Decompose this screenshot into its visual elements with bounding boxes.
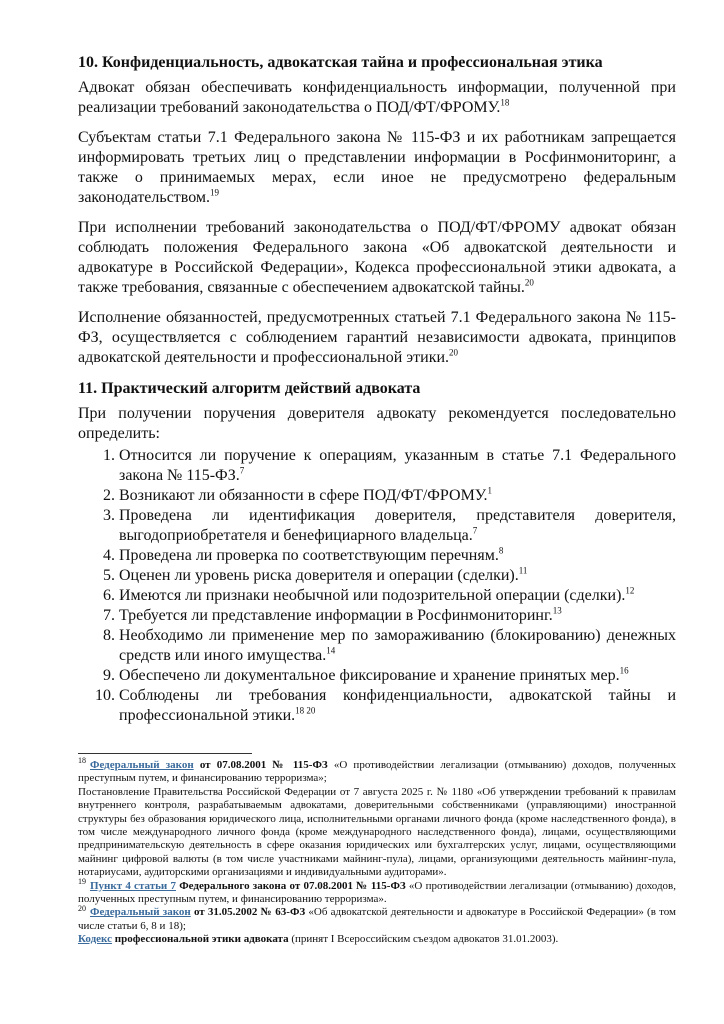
footnote-bold: от 07.08.2001 № 115-ФЗ (199, 759, 328, 771)
paragraph-text: Исполнение обязанностей, предусмотренных статьей 7.1 Федерального закона № 115-ФЗ, осуществляется с соблюдением гарантий независимости адвоката, принципов адвокатской деятельности и профессиональной этики. (78, 309, 676, 366)
list-item-content (119, 626, 676, 666)
list-item-content (119, 486, 676, 506)
footnote-ref[interactable]: 13 (552, 605, 562, 616)
list-item (78, 446, 676, 486)
list-item (78, 486, 676, 506)
footnote-link[interactable]: Федеральный закон (90, 906, 191, 919)
algorithm-steps-list (78, 446, 676, 726)
list-item-content (119, 686, 676, 726)
list-item-number: 3. (103, 507, 115, 524)
list-item (78, 566, 676, 586)
list-item-text: Имеются ли признаки необычной или подозрительной операции (сделки). (119, 587, 626, 604)
list-item-number: 4. (103, 547, 115, 564)
footnotes (78, 753, 676, 947)
list-item-text: Возникают ли обязанности в сфере ПОД/ФТ/ФРОМУ. (119, 487, 488, 504)
list-item-content (119, 666, 676, 686)
list-item-text: Необходимо ли применение мер по замораживанию (блокированию) денежных средств или иного имущества. (119, 627, 676, 664)
list-item-number: 5. (103, 567, 115, 584)
paragraph (78, 78, 676, 118)
footnote-bold: Федерального закона от 07.08.2001 № 115-ФЗ (179, 879, 406, 892)
main-content (78, 52, 676, 726)
footnote-ref[interactable]: 19 (210, 187, 220, 198)
footnote-20-extra (78, 933, 676, 946)
footnote-link[interactable]: Федеральный закон (90, 759, 194, 771)
footnote-ref[interactable]: 11 (518, 565, 528, 576)
footnote-bold: профессиональной этики адвоката (114, 933, 289, 946)
footnote-text: (принят I Всероссийским съездом адвокатов 31.01.2003). (291, 933, 559, 946)
footnote-mark: 18 (78, 756, 86, 766)
list-item-text: Соблюдены ли требования конфиденциальности, адвокатской тайны и профессиональной этики. (119, 687, 676, 724)
paragraph (78, 308, 676, 368)
section-10-heading: 10. Конфиденциальность, адвокатская тайна и профессиональная этика (78, 54, 603, 71)
list-item (78, 686, 676, 726)
section-11-heading: 11. Практический алгоритм действий адвоката (78, 380, 421, 397)
list-item-content (119, 586, 676, 606)
footnote-mark: 20 (78, 903, 86, 913)
footnote-19 (78, 877, 676, 907)
paragraph-text: При исполнении требований законодательства о ПОД/ФТ/ФРОМУ адвокат обязан соблюдать положения Федерального закона «Об адвокатской деятельности и адвокатуре в Российской Федерации», Кодекса профессиональной этики адвоката, а также требования, связанные с обеспечением адвокатской тайны. (78, 219, 676, 296)
footnote-ref[interactable]: 20 (524, 277, 534, 288)
footnote-ref[interactable]: 7 (239, 465, 245, 476)
footnote-ref[interactable]: 16 (619, 665, 629, 676)
list-item (78, 586, 676, 606)
paragraph-text: Адвокат обязан обеспечивать конфиденциальность информации, полученной при реализации требований законодательства о ПОД/ФТ/ФРОМУ. (78, 79, 676, 116)
list-item-number: 9. (103, 667, 115, 684)
list-item-text: Относится ли поручение к операциям, указанным в статье 7.1 Федерального закона № 115-ФЗ. (119, 447, 676, 484)
list-item (78, 506, 676, 546)
section-11-intro: При получении поручения доверителя адвокату рекомендуется последовательно определить: (78, 405, 676, 442)
footnote-18 (78, 756, 677, 786)
footnote-ref[interactable]: 18 (500, 97, 510, 108)
footnote-ref[interactable]: 14 (326, 645, 336, 656)
list-item-content (119, 606, 676, 626)
list-item-text: Требуется ли представление информации в Росфинмониторинг. (119, 607, 553, 624)
footnote-link[interactable]: Пункт 4 статьи 7 (90, 879, 176, 892)
list-item (78, 666, 676, 686)
footnote-ref[interactable]: 12 (625, 585, 635, 596)
footnote-bold: от 31.05.2002 № 63-ФЗ (193, 906, 306, 919)
list-item-text: Оценен ли уровень риска доверителя и операции (сделки). (119, 567, 519, 584)
footnote-ref[interactable]: 18 20 (295, 705, 316, 716)
list-item-text: Обеспечено ли документальное фиксирование и хранение принятых мер. (119, 667, 620, 684)
list-item-content (119, 546, 676, 566)
list-item (78, 626, 676, 666)
list-item-number: 2. (103, 487, 115, 504)
list-item-number: 7. (103, 607, 115, 624)
footnote-ref[interactable]: 8 (498, 545, 504, 556)
list-item-number: 1. (103, 447, 115, 464)
footnote-mark: 19 (78, 877, 86, 886)
footnote-18-extra: Постановление Правительства Российской Федерации от 7 августа 2025 г. № 1180 «Об утверждении требований к правилам внутреннего контроля, разрабатываемым адвокатами, доверительными собственниками (управляющими) иностранной структуры без образования юридического лица, исполнительными органами личного фонда (кроме наследственного фонда), в том числе международного личного фонда (кроме международного наследственного фонда), лицами, осуществляющими предпринимательскую деятельность в сфере оказания юридических или бухгалтерских услуг, лицами, осуществляющими майнинг цифровой валюты (в том числе участниками майнинг-пула), лицами, организующими деятельность майнинг-пула, нотариусами, аудиторскими организациями и индивидуальными аудиторами». (78, 785, 676, 879)
footnote-link[interactable]: Кодекс (78, 933, 113, 946)
footnote-text: «О противодействии легализации (отмыванию) доходов, полученных преступным путем, и финансированию терроризма»; (78, 759, 677, 785)
list-item-number: 6. (103, 587, 115, 604)
list-item-content (119, 446, 676, 486)
paragraph (78, 128, 676, 208)
list-item-content (119, 566, 676, 586)
list-item-text: Проведена ли проверка по соответствующим перечням. (119, 547, 499, 564)
footnote-ref[interactable]: 1 (487, 485, 493, 496)
paragraph-text: Субъектам статьи 7.1 Федерального закона № 115-ФЗ и их работникам запрещается информировать третьих лиц о представлении информации в Росфинмониторинг, а также о принимаемых мерах, если иное не предусмотрено федеральным законодательством. (78, 129, 676, 206)
footnote-text: «Об адвокатской деятельности и адвокатуре в Российской Федерации» (в том числе статьи 6, 8 и 18); (78, 906, 676, 932)
list-item-content (119, 506, 676, 546)
footnote-separator (78, 753, 252, 754)
list-item-text: Проведена ли идентификация доверителя, представителя доверителя, выгодоприобретателя и бенефициарного владельца. (119, 507, 676, 544)
footnote-ref[interactable]: 20 (449, 347, 459, 358)
footnote-text: «О противодействии легализации (отмыванию) доходов, полученных преступным путем, и финансированию терроризма». (78, 879, 676, 906)
footnote-20 (78, 903, 676, 933)
list-item-number: 10. (95, 687, 115, 704)
list-item-number: 8. (103, 627, 115, 644)
footnote-ref[interactable]: 7 (472, 525, 478, 536)
list-item (78, 546, 676, 566)
paragraph (78, 218, 676, 298)
list-item (78, 606, 676, 626)
